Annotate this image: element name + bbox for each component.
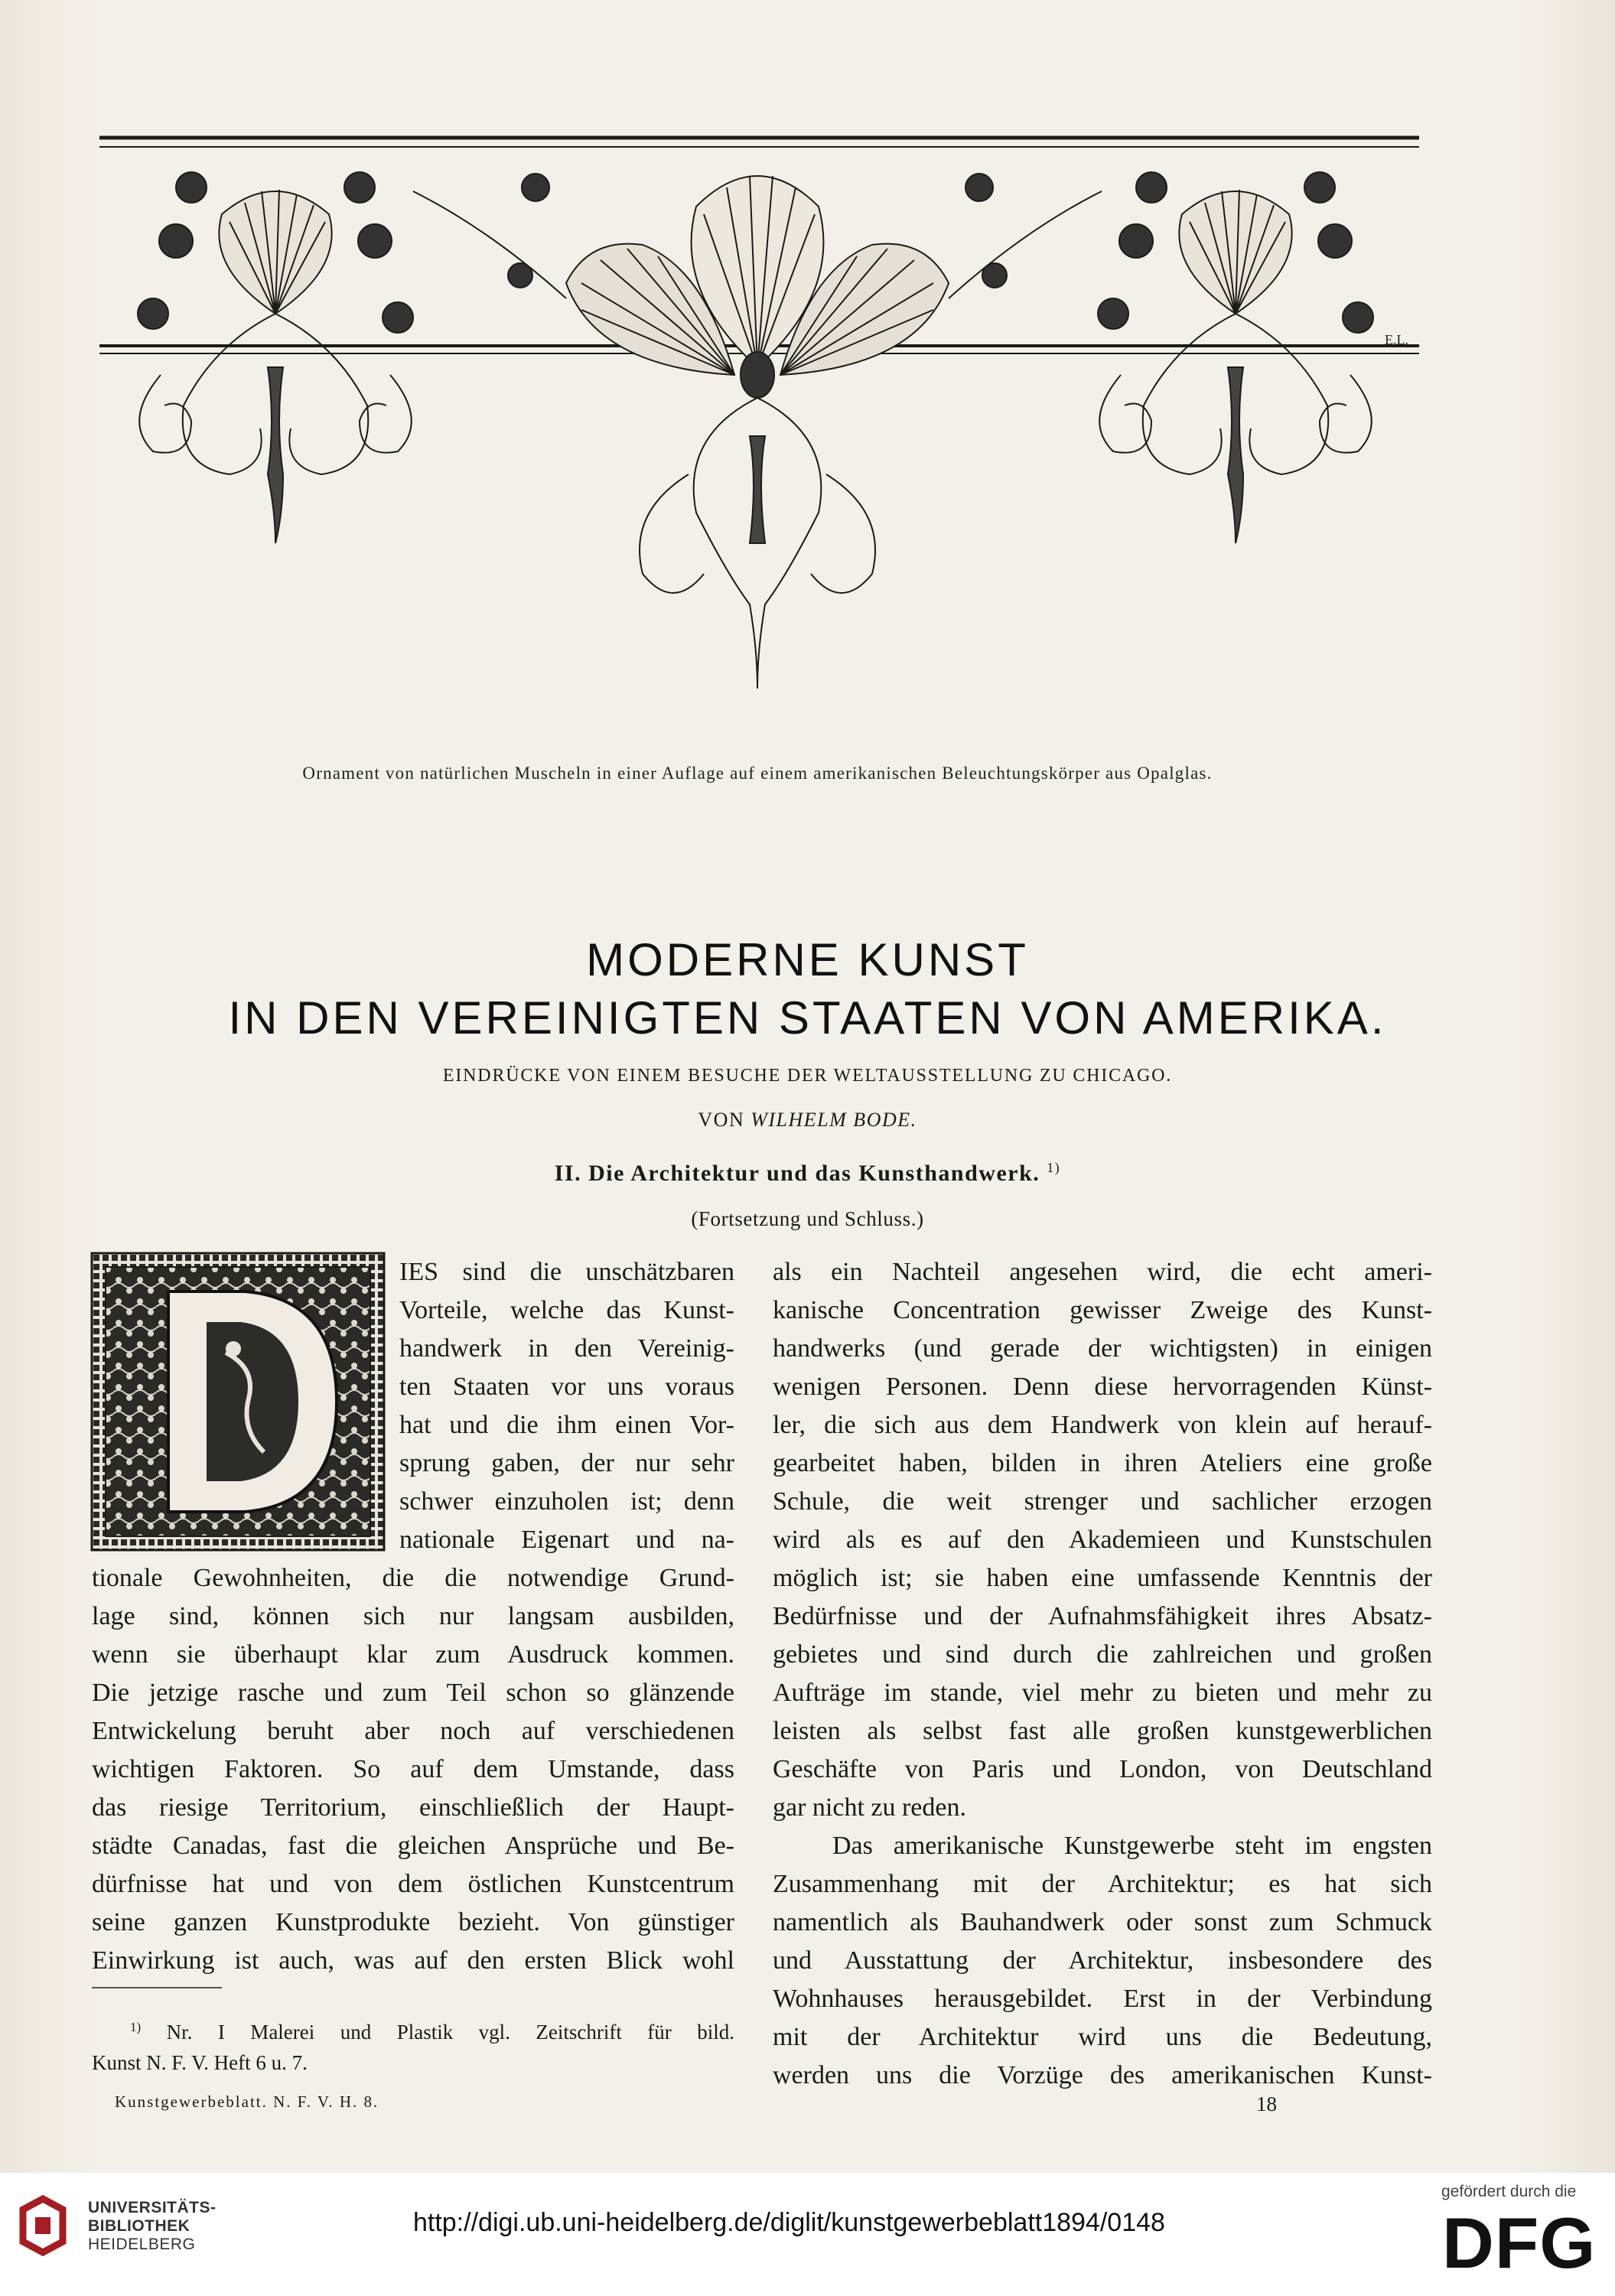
shell-ornament-illustration (92, 115, 1427, 712)
right-column-line: Bedürfnisse und der Aufnahmsfähigkeit ihres Absatz- (773, 1602, 1432, 1630)
ornament-signature: E.L. (1385, 332, 1408, 347)
library-line-1: UNIVERSITÄTS- (88, 2199, 217, 2216)
left-column-line: hat und die ihm einen Vor- (399, 1411, 734, 1439)
right-column-line: Geschäfte von Paris und London, von Deutschland (773, 1755, 1432, 1783)
footnote-line-1 (92, 2012, 734, 2047)
right-column-line: leisten als selbst fast alle großen kunstgewerblichen (773, 1717, 1432, 1745)
right-column-line: wird als es auf den Akademieen und Kunstschulen (773, 1526, 1432, 1554)
left-column-line: tionale Gewohnheiten, die die notwendige Grund- (92, 1564, 734, 1592)
section-heading-text: II. Die Architektur und das Kunsthandwerk. (554, 1161, 1040, 1186)
dfg-logo: DFG (1442, 2203, 1597, 2283)
right-column-line: Aufträge im stande, viel mehr zu bieten und mehr zu (773, 1679, 1432, 1707)
left-column-line: wenn sie überhaupt klar zum Ausdruck kommen. (92, 1640, 734, 1669)
journal-signature: Kunstgewerbeblatt. N. F. V. H. 8. (115, 2092, 379, 2111)
right-column-line: kanische Concentration gewisser Zweige des Kunst- (773, 1296, 1432, 1324)
left-column-line: dürfnisse hat und von dem östlichen Kunstcentrum (92, 1870, 734, 1898)
left-column-line: nationale Eigenart und na- (399, 1526, 734, 1554)
library-line-2: BIBLIOTHEK (88, 2217, 190, 2235)
left-column (92, 1253, 734, 1980)
right-column-line: Schule, die weit strenger und sachlicher erzogen (773, 1487, 1432, 1516)
left-column-line: ten Staaten vor uns voraus (399, 1373, 734, 1401)
right-column-line: gar nicht zu reden. (773, 1793, 966, 1822)
left-column-line: handwerk in den Vereinig- (399, 1334, 734, 1363)
right-column-line: möglich ist; sie haben eine umfassende Kenntnis der (773, 1564, 1432, 1592)
section-heading (0, 1160, 1615, 1187)
right-column-line: mit der Architektur wird uns die Bedeutung, (773, 2023, 1432, 2051)
page-number: 18 (1256, 2092, 1277, 2115)
right-column-line: Das amerikanische Kunstgewerbe steht im engsten (832, 1832, 1432, 1860)
title-line-2: IN DEN VEREINIGTEN STAATEN VON AMERIKA. (228, 992, 1387, 1044)
right-column (773, 1253, 1432, 2095)
continuation-note: (Fortsetzung und Schluss.) (691, 1207, 924, 1230)
left-column-line: wichtigen Faktoren. So auf dem Umstande, dass (92, 1755, 734, 1783)
right-column-line: gebietes und sind durch die zahlreichen und großen (773, 1640, 1432, 1669)
library-line-3: HEIDELBERG (88, 2236, 196, 2253)
funding-label: gefördert durch die (1441, 2183, 1577, 2200)
right-column-line: ler, die sich aus dem Handwerk von klein auf herauf- (773, 1411, 1432, 1439)
left-column-line: Einwirkung ist auch, was auf den ersten Blick wohl (92, 1946, 734, 1975)
left-column-line: sprung gaben, der nur sehr (399, 1449, 734, 1477)
right-column-line: gearbeitet haben, bilden in ihren Ateliers eine große (773, 1449, 1432, 1477)
right-column-line: Zusammenhang mit der Architektur; es hat sich (773, 1870, 1432, 1898)
subtitle: EINDRÜCKE VON EINEM BESUCHE DER WELTAUSSTELLUNG ZU CHICAGO. (442, 1066, 1173, 1086)
right-column-line: handwerks (und gerade der wichtigsten) in einigen (773, 1334, 1432, 1363)
left-column-line: schwer einzuholen ist; denn (399, 1487, 734, 1516)
right-column-line: und Ausstattung der Architektur, insbesondere des (773, 1946, 1432, 1975)
footnote-mark: 1) (130, 2020, 142, 2034)
footnote (92, 2012, 734, 2078)
left-column-line: das riesige Territorium, einschließlich der Haupt- (92, 1793, 734, 1822)
right-column-line: namentlich als Bauhandwerk oder sonst zum Schmuck (773, 1908, 1432, 1936)
left-column-line: IES sind die unschätzbaren (399, 1258, 734, 1286)
left-column-line: Entwickelung beruht aber noch auf verschiedenen (92, 1717, 734, 1745)
footnote-line-2: Kunst N. F. V. Heft 6 u. 7. (92, 2051, 308, 2074)
left-column-line: städte Canadas, fast die gleichen Ansprüche und Be- (92, 1832, 734, 1860)
section-footnote-mark: 1) (1047, 1160, 1061, 1175)
footnote-rule (92, 1987, 222, 1988)
left-column-line: seine ganzen Kunstprodukte bezieht. Von günstiger (92, 1908, 734, 1936)
author-prefix: VON (698, 1109, 745, 1131)
footnote-text-1: Nr. I Malerei und Plastik vgl. Zeitschrift für bild. (166, 2021, 734, 2044)
left-column-line: lage sind, können sich nur langsam ausbilden, (92, 1602, 734, 1630)
right-column-line: Wohnhauses herausgebildet. Erst in der Verbindung (773, 1985, 1432, 2013)
right-column-line: wenigen Personen. Denn diese hervorragenden Künst- (773, 1373, 1432, 1401)
library-name (88, 2199, 217, 2254)
left-column-line: Vorteile, welche das Kunst- (399, 1296, 734, 1324)
author-line (0, 1109, 1615, 1132)
right-column-line: als ein Nachteil angesehen wird, die echt ameri- (773, 1258, 1432, 1286)
left-column-line: Die jetzige rasche und zum Teil schon so glänzende (92, 1679, 734, 1707)
right-column-line: werden uns die Vorzüge des amerikanischen Kunst- (773, 2061, 1432, 2089)
author-name: WILHELM BODE. (751, 1109, 917, 1131)
ub-heidelberg-logo-icon (15, 2194, 70, 2255)
figure-caption: Ornament von natürlichen Muscheln in einer Auflage auf einem amerikanischen Beleuchtungskörper aus Opalglas. (302, 764, 1213, 783)
title-line-1: MODERNE KUNST (586, 934, 1029, 985)
permalink-url[interactable]: http://digi.ub.uni-heidelberg.de/diglit/kunstgewerbeblatt1894/0148 (413, 2208, 1165, 2237)
